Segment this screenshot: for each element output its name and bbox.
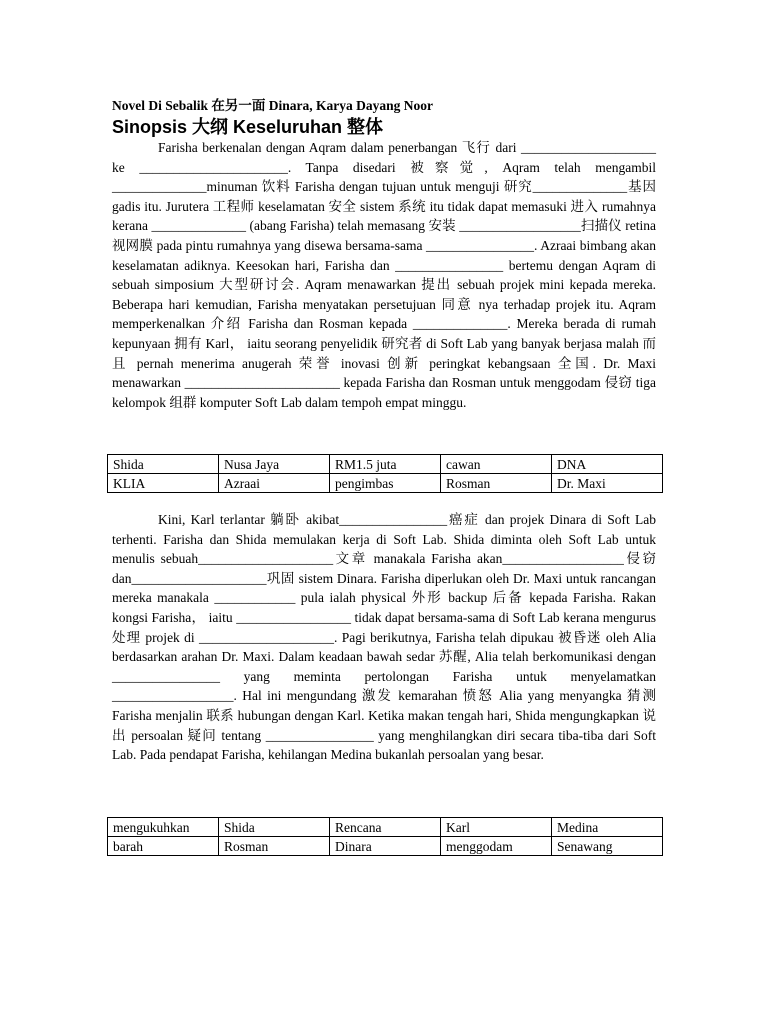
- table-row: [108, 474, 663, 493]
- table-cell: menggodam: [441, 837, 552, 856]
- table-cell: KLIA: [108, 474, 219, 493]
- table-cell: Azraai: [219, 474, 330, 493]
- table-cell: Dr. Maxi: [552, 474, 663, 493]
- document-title: Novel Di Sebalik 在另一面 Dinara, Karya Dayang Noor: [112, 98, 434, 113]
- table-cell: Nusa Jaya: [219, 455, 330, 474]
- table-cell: Karl: [441, 818, 552, 837]
- table-cell: Shida: [219, 818, 330, 837]
- synopsis-paragraph-1: Farisha berkenalan dengan Aqram dalam penerbangan 飞行 dari ____________________ ke ______________________. Tanpa disedari 被察觉, Aqram telah mengambil ______________minuman 饮料 Farisha dengan tujuan untuk menguji 研究______________基因 gadis itu. Jurutera 工程师 keselamatan 安全 sistem 系统 itu tidak dapat memasuki 进入 rumahnya kerana ______________ (abang Farisha) telah memasang 安装 __________________扫描仪 retina 视网膜 pada pintu rumahnya yang disewa bersama-sama ________________. Azraai bimbang akan keselamatan adiknya. Keesokan hari, Farisha dan ________________ bertemu dengan Aqram di sebuah simposium 大型研讨会. Aqram menawarkan 提出 sebuah projek mini kepada mereka. Beberapa hari kemudian, Farisha menyatakan persetujuan 同意 nya terhadap projek itu. Aqram memperkenalkan 介绍 Farisha dan Rosman kepada ______________. Mereka berada di rumah kepunyaan 拥有 Karl， iaitu seorang penyelidik 研究者 di Soft Lab yang banyak berjasa malah 而且 pernah menerima anugerah 荣誉 inovasi 创新 peringkat kebangsaan 全国. Dr. Maxi menawarkan _______________________ kepada Farisha dan Rosman untuk menggodam 侵窃 tiga kelompok 组群 komputer Soft Lab dalam tempoh empat minggu.: [112, 140, 656, 410]
- section-heading: Sinopsis 大纲 Keseluruhan 整体: [112, 117, 384, 137]
- table-cell: Senawang: [552, 837, 663, 856]
- table-row: [108, 837, 663, 856]
- table-cell: mengukuhkan: [108, 818, 219, 837]
- table-cell: Medina: [552, 818, 663, 837]
- table-row: [108, 818, 663, 837]
- table-cell: Shida: [108, 455, 219, 474]
- table-cell: cawan: [441, 455, 552, 474]
- table-cell: Rencana: [330, 818, 441, 837]
- table-cell: Rosman: [441, 474, 552, 493]
- table-cell: pengimbas: [330, 474, 441, 493]
- table-row: [108, 455, 663, 474]
- word-bank-table-2: [107, 817, 663, 856]
- synopsis-paragraph-2: Kini, Karl terlantar 躺卧 akibat________________癌症 dan projek Dinara di Soft Lab terhenti. Farisha dan Shida memulakan kerja di Soft Lab. Shida diminta oleh Soft Lab untuk menulis sebuah____________________文章 manakala Farisha akan__________________侵窃 dan____________________巩固 sistem Dinara. Farisha diperlukan oleh Dr. Maxi untuk rancangan mereka manakala ____________ pula ialah physical 外形 backup 后备 kepada Farisha. Rakan kongsi Farisha， iaitu _________________ tidak dapat bersama-sama di Soft Lab kerana mengurus 处理 projek di ____________________. Pagi berikutnya, Farisha telah dipukau 被昏迷 oleh Alia berdasarkan arahan Dr. Maxi. Dalam keadaan bawah sedar 苏醒, Alia telah berkomunikasi dengan ________________ yang meminta pertolongan Farisha untuk menyelamatkan __________________. Hal ini mengundang 激发 kemarahan 愤怒 Alia yang menyangka 猜测 Farisha menjalin 联系 hubungan dengan Karl. Ketika makan tengah hari, Shida mengungkapkan 说出 persoalan 疑问 tentang ________________ yang menghilangkan diri secara tiba-tiba dari Soft Lab. Pada pendapat Farisha, kehilangan Medina bukanlah persoalan yang besar.: [112, 512, 656, 763]
- table-cell: RM1.5 juta: [330, 455, 441, 474]
- table-cell: Rosman: [219, 837, 330, 856]
- table-cell: barah: [108, 837, 219, 856]
- word-bank-table-1: [107, 454, 663, 493]
- table-cell: Dinara: [330, 837, 441, 856]
- table-cell: DNA: [552, 455, 663, 474]
